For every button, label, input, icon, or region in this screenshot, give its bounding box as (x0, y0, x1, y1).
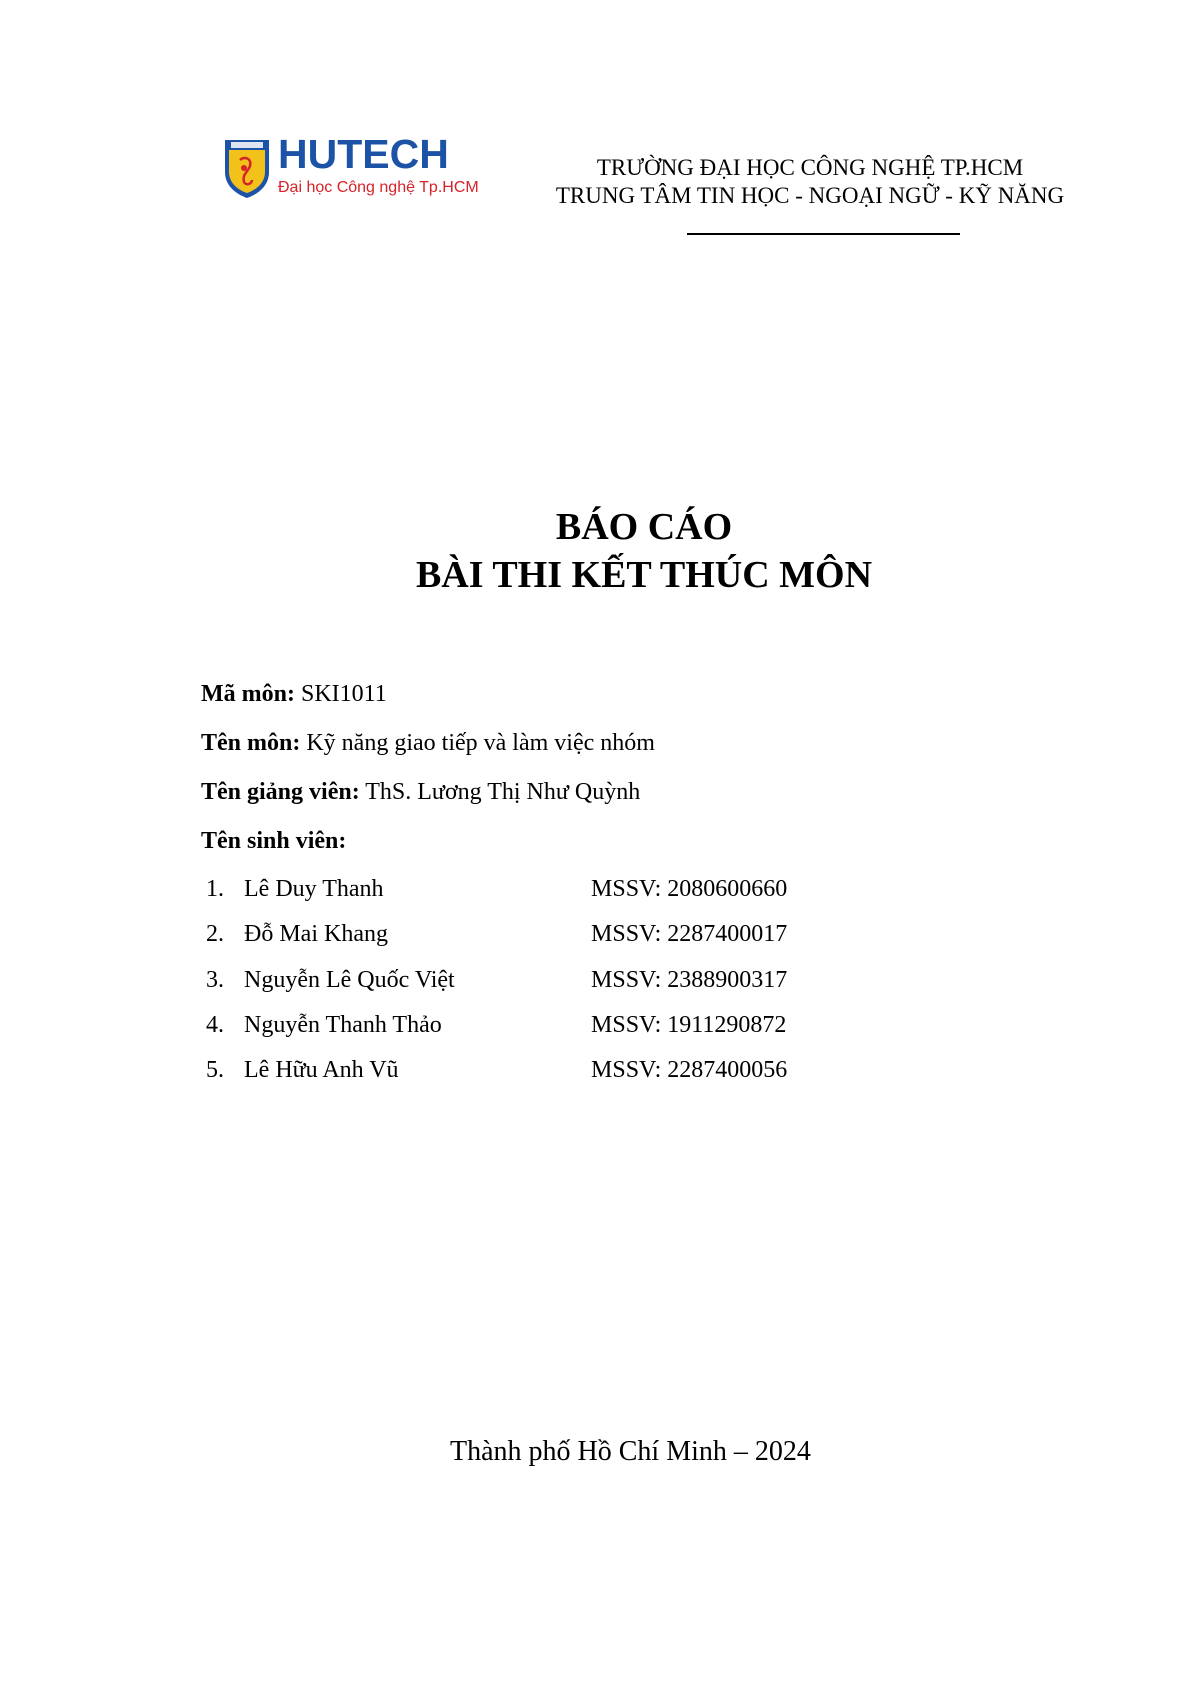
student-id: MSSV: 2287400017 (591, 921, 788, 947)
lecturer-label: Tên giảng viên: (201, 779, 360, 805)
student-name: Nguyễn Lê Quốc Việt (244, 967, 455, 993)
student-row (206, 922, 906, 952)
report-subtitle: BÀI THI KẾT THÚC MÔN (415, 554, 873, 596)
student-id: MSSV: 1911290872 (591, 1012, 787, 1038)
student-number: 2. (206, 921, 224, 947)
student-id: MSSV: 2080600660 (591, 876, 788, 902)
students-label: Tên sinh viên: (201, 828, 347, 854)
student-number: 5. (206, 1057, 224, 1083)
header-divider (687, 233, 960, 235)
course-code-value: SKI1011 (300, 681, 387, 707)
student-id: MSSV: 2287400056 (591, 1057, 788, 1083)
student-number: 4. (206, 1012, 224, 1038)
lecturer-value: ThS. Lương Thị Như Quỳnh (365, 779, 641, 805)
students-heading (201, 829, 346, 853)
course-code-label: Mã môn: (201, 681, 295, 707)
logo-subtitle: Đại học Công nghệ Tp.HCM (278, 179, 479, 196)
student-name: Đỗ Mai Khang (244, 921, 388, 947)
student-row (206, 1058, 906, 1088)
course-name-label: Tên môn: (201, 730, 301, 756)
lecturer-line (201, 780, 640, 804)
student-row (206, 1013, 906, 1043)
student-row (206, 877, 906, 907)
school-name: TRƯỜNG ĐẠI HỌC CÔNG NGHỆ TP.HCM (596, 155, 1024, 180)
student-number: 1. (206, 876, 224, 902)
student-name: Nguyễn Thanh Thảo (244, 1012, 442, 1038)
course-name-line (201, 731, 655, 755)
student-number: 3. (206, 967, 224, 993)
student-name: Lê Duy Thanh (244, 876, 384, 902)
course-code-line (201, 682, 387, 706)
center-name: TRUNG TÂM TIN HỌC - NGOẠI NGỮ - KỸ NĂNG (555, 183, 1065, 208)
logo-wordmark: HUTECH (278, 131, 449, 177)
student-id: MSSV: 2388900317 (591, 967, 788, 993)
course-name-value: Kỹ năng giao tiếp và làm việc nhóm (306, 730, 655, 756)
report-title: BÁO CÁO (555, 506, 733, 548)
shield-icon (222, 138, 272, 200)
place-date: Thành phố Hồ Chí Minh – 2024 (450, 1436, 811, 1467)
student-name: Lê Hữu Anh Vũ (244, 1057, 399, 1083)
student-row (206, 968, 906, 998)
